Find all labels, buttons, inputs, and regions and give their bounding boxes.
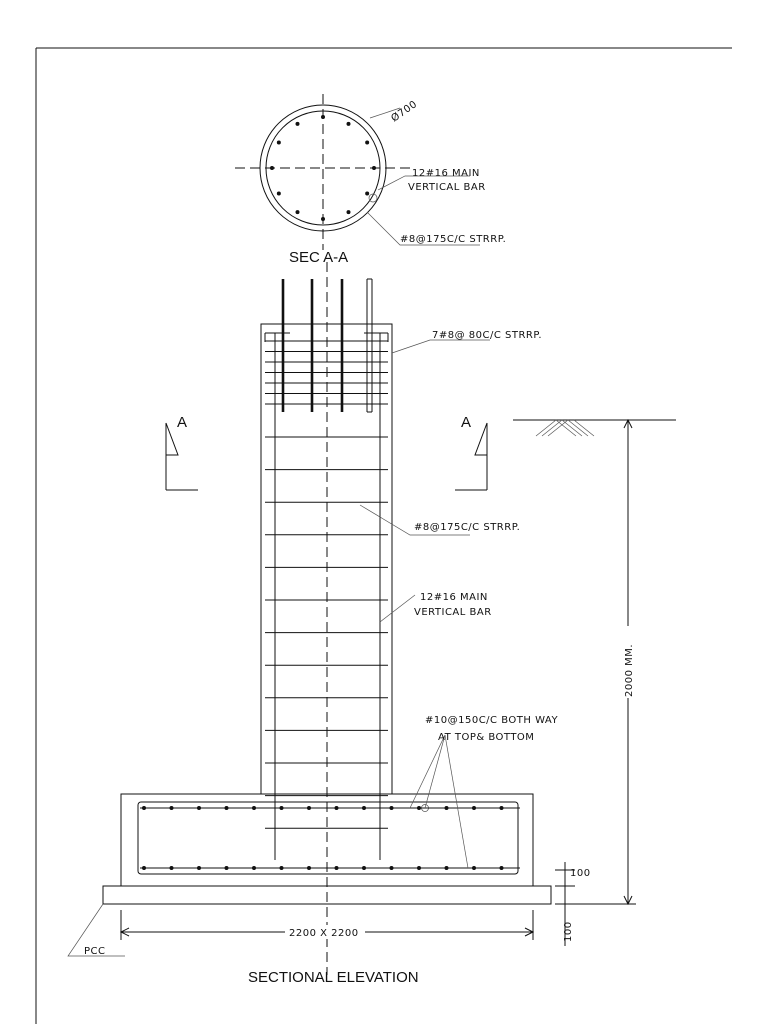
pcc-label: PCC [84, 946, 106, 957]
main-bar-dot [277, 141, 281, 145]
main-bar-dot [365, 192, 369, 196]
section-mark-right [455, 414, 487, 490]
elev-main-bar-label-1: 12#16 MAIN [420, 592, 488, 603]
main-bar-dot [347, 210, 351, 214]
section-title: SEC A-A [289, 249, 349, 266]
height-dim-label: 2000 MM. [624, 643, 635, 697]
section-a-a [235, 94, 506, 266]
elev-main-bar-label-2: VERTICAL BAR [414, 607, 492, 618]
main-bar-dot [277, 192, 281, 196]
top-stirrup-leader [392, 340, 490, 353]
footing-dim-label: 2200 X 2200 [289, 928, 359, 939]
footing-leader-1 [410, 735, 445, 808]
main-bar-dot [321, 217, 325, 221]
main-bar-dot [270, 166, 274, 170]
elevation-title: SECTIONAL ELEVATION [248, 969, 419, 986]
footing-leader-2 [425, 735, 445, 808]
top-stirrup-label: 7#8@ 80C/C STRRP. [432, 330, 543, 341]
section-main-bar-label-1: 12#16 MAIN [412, 168, 480, 179]
main-bar-dot [372, 166, 376, 170]
main-bar-dot [321, 115, 325, 119]
main-bar-dot [347, 122, 351, 126]
svg-text:A: A [461, 414, 472, 431]
main-bar-leader-elev [380, 595, 415, 622]
cover-dim-top: 100 [570, 868, 591, 879]
cover-dim-bottom: 100 [563, 921, 574, 942]
footing-bars [142, 805, 504, 871]
sectional-elevation [68, 262, 676, 986]
svg-text:A: A [177, 414, 188, 431]
section-main-bar-label-2: VERTICAL BAR [408, 182, 486, 193]
section-stirrup-label: #8@175C/C STRRP. [400, 234, 507, 245]
footing-label-1: #10@150C/C BOTH WAY [425, 715, 559, 726]
elev-stirrup-label: #8@175C/C STRRP. [414, 522, 521, 533]
main-bar-dot [296, 210, 300, 214]
diameter-label: Ø700 [389, 98, 420, 125]
ground-level-symbol [513, 420, 676, 436]
footing-label-2: AT TOP& BOTTOM [438, 732, 535, 743]
main-bar-dot [296, 122, 300, 126]
main-bar-dot [365, 141, 369, 145]
footing-mesh-outline [138, 802, 518, 874]
section-mark-left [166, 414, 198, 490]
